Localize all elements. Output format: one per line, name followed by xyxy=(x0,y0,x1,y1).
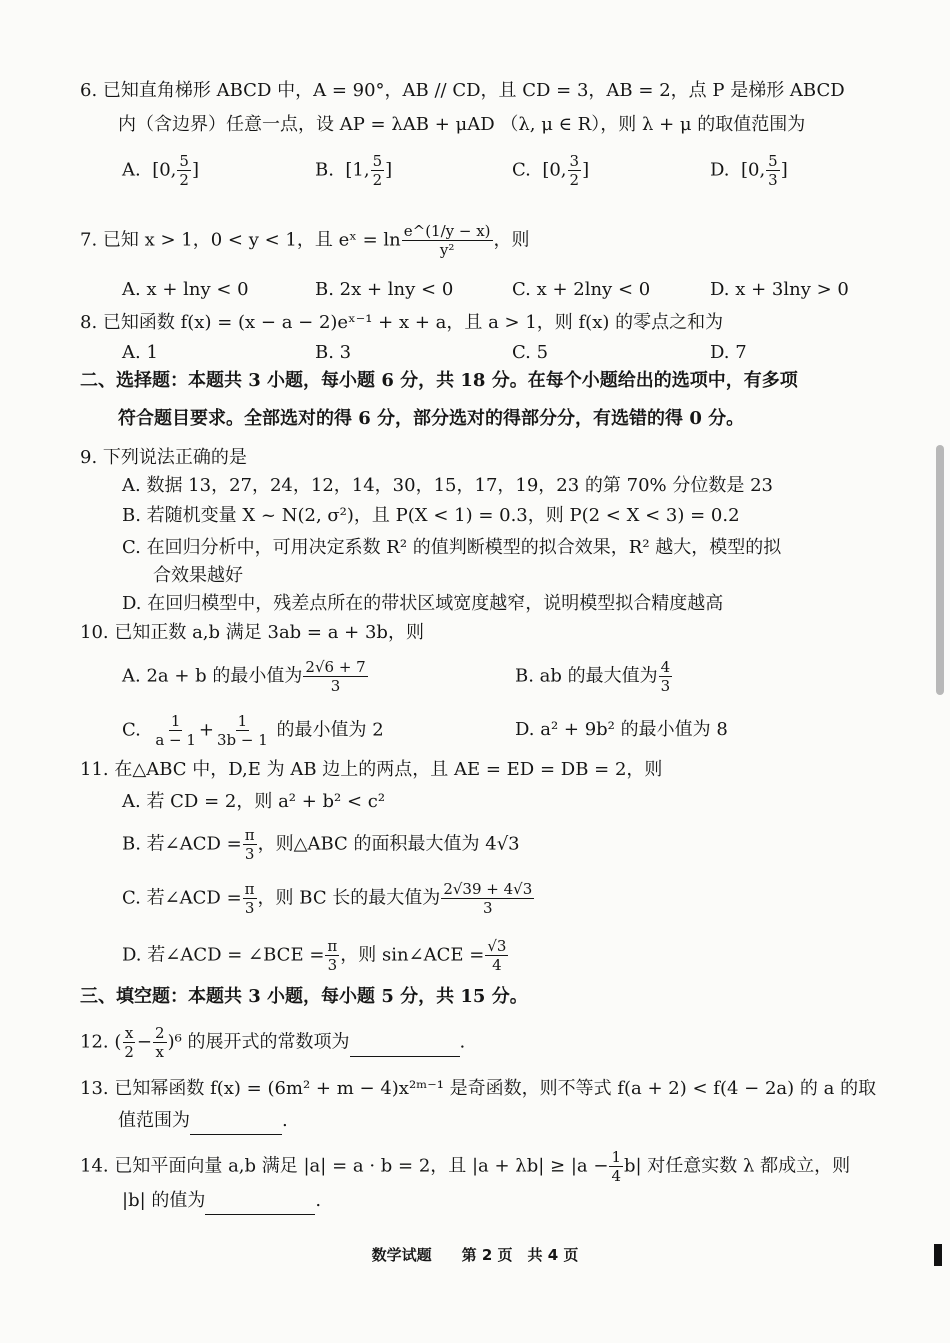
q13-line1: 13. 已知幂函数 f(x) = (6m² + m − 4)x²ᵐ⁻¹ 是奇函数，则不等式 f(a + 2) < f(4 − 2a) 的 a 的取 xyxy=(80,1078,877,1099)
q7-option-a: A. x + lny < 0 xyxy=(122,279,249,300)
q9-option-b: B. 若随机变量 X ~ N(2, σ²)，且 P(X < 1) = 0.3，则 P(2 < X < 3) = 0.2 xyxy=(122,505,740,526)
q9-option-d: D. 在回归模型中，残差点所在的带状区域宽度越窄，说明模型拟合精度越高 xyxy=(122,593,724,614)
section2-heading-line2: 符合题目要求。全部选对的得 6 分，部分选对的得部分分，有选错的得 0 分。 xyxy=(118,408,745,429)
page-footer: 数学试题 第 2 页 共 4 页 xyxy=(371,1246,579,1264)
q6-line2: 内（含边界）任意一点，设 AP = λAB + μAD （λ, μ ∈ R），则 λ + μ 的取值范围为 xyxy=(118,114,806,135)
q11-option-b: B. 若∠ACD = $\frac{\pi}{3}$ ，则△ABC 的面积最大值为 4√3 xyxy=(122,826,520,863)
q10-stem: 10. 已知正数 a,b 满足 3ab = a + 3b，则 xyxy=(80,622,424,643)
q6-option-b: B. [1, $\frac{5}{2}$ ] xyxy=(315,152,393,189)
section2-heading-line1: 二、选择题：本题共 3 小题，每小题 6 分，共 18 分。在每个小题给出的选项中，有多项 xyxy=(80,370,798,391)
q14-line2: |b| 的值为 . xyxy=(122,1188,321,1215)
q9-option-a: A. 数据 13，27，24，12，14，30，15，17，19，23 的第 70% 分位数是 23 xyxy=(122,475,774,496)
q9-option-c-line1: C. 在回归分析中，可用决定系数 R² 的值判断模型的拟合效果，R² 越大，模型的拟 xyxy=(122,537,782,558)
q9-stem: 9. 下列说法正确的是 xyxy=(80,447,247,468)
q11-option-c: C. 若∠ACD = $\frac{\pi}{3}$ ，则 BC 长的最大值为 $\frac{2√39 + 4√3}{3}$ xyxy=(122,880,533,917)
scrollbar-thumb[interactable] xyxy=(936,445,944,695)
q7-option-b: B. 2x + lny < 0 xyxy=(315,279,454,300)
q10-option-c: C. $\frac{1}{a - 1}$ + $\frac{1}{3b - 1}$ 的最小值为 2 xyxy=(122,712,384,749)
q8-option-c: C. 5 xyxy=(512,342,549,363)
q11-option-a: A. 若 CD = 2，则 a² + b² < c² xyxy=(122,791,386,812)
q6-line1: 6. 已知直角梯形 ABCD 中，A = 90°，AB // CD，且 CD = 3，AB = 2，点 P 是梯形 ABCD xyxy=(80,80,845,101)
q11-option-d: D. 若∠ACD = ∠BCE = $\frac{\pi}{3}$ ，则 sin∠ACE = $\frac{√3}{4}$ xyxy=(122,937,507,974)
q13-line2: 值范围为 . xyxy=(118,1108,288,1135)
q9-option-c-line2: 合效果越好 xyxy=(153,565,243,586)
q14-answer-blank[interactable] xyxy=(205,1188,315,1215)
q12-stem: 12. ( $\frac{x}{2}$ − $\frac{2}{x}$ )⁶ 的展开式的常数项为 . xyxy=(80,1024,466,1061)
q8-option-d: D. 7 xyxy=(710,342,747,363)
q6-option-a: A. [0, $\frac{5}{2}$ ] xyxy=(122,152,199,189)
q10-option-a: A. 2a + b 的最小值为 $\frac{2√6 + 7}{3}$ xyxy=(122,658,366,695)
q13-answer-blank[interactable] xyxy=(190,1108,282,1135)
page-edge-mark xyxy=(934,1244,942,1266)
q11-stem: 11. 在△ABC 中，D,E 为 AB 边上的两点，且 AE = ED = DB = 2，则 xyxy=(80,759,663,780)
q14-line1: 14. 已知平面向量 a,b 满足 |a| = a · b = 2，且 |a + λb| ≥ |a − $\frac{1}{4}$ b| 对任意实数 λ 都成立，则 xyxy=(80,1148,851,1185)
q7-option-d: D. x + 3lny > 0 xyxy=(710,279,849,300)
q8-stem: 8. 已知函数 f(x) = (x − a − 2)eˣ⁻¹ + x + a，且 a > 1，则 f(x) 的零点之和为 xyxy=(80,312,724,333)
section3-heading: 三、填空题：本题共 3 小题，每小题 5 分，共 15 分。 xyxy=(80,986,528,1007)
q8-option-b: B. 3 xyxy=(315,342,352,363)
q12-answer-blank[interactable] xyxy=(350,1030,460,1057)
q6-option-d: D. [0, $\frac{5}{3}$ ] xyxy=(710,152,788,189)
q8-option-a: A. 1 xyxy=(122,342,158,363)
q6-option-c: C. [0, $\frac{3}{2}$ ] xyxy=(512,152,590,189)
q7-stem: 7. 已知 x > 1，0 < y < 1，且 eˣ = ln $\frac{e\^{}(1/y - x)}{\text{y²}}$ ，则 xyxy=(80,222,530,259)
q10-option-d: D. a² + 9b² 的最小值为 8 xyxy=(515,719,728,740)
q7-option-c: C. x + 2lny < 0 xyxy=(512,279,651,300)
q10-option-b: B. ab 的最大值为 $\frac{4}{3}$ xyxy=(515,658,671,695)
